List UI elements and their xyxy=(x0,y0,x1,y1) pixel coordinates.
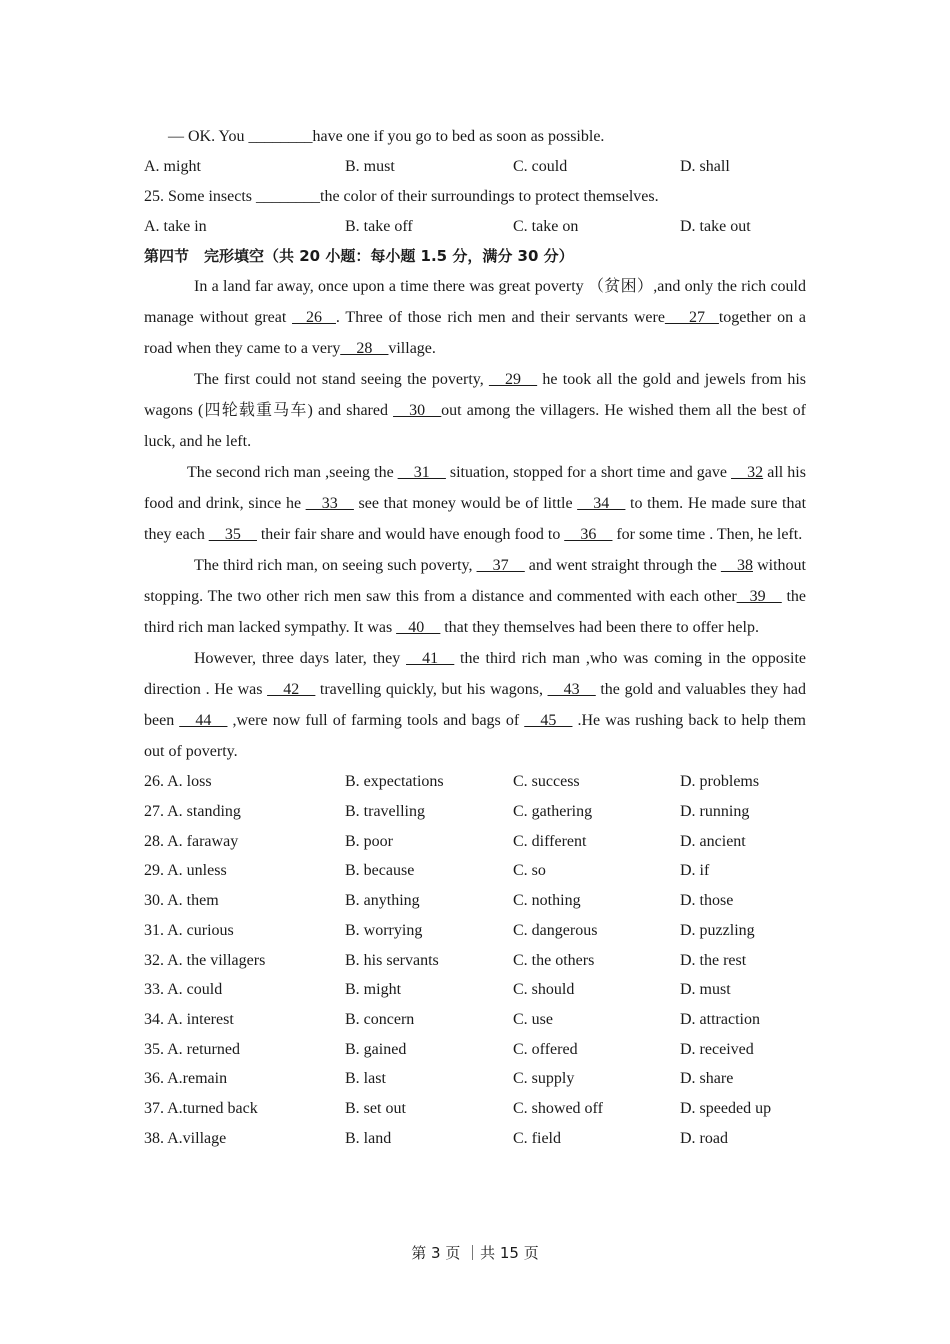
q25-options xyxy=(144,212,806,242)
option-c: C. the others xyxy=(513,951,595,969)
question-row xyxy=(144,1005,806,1035)
question-row xyxy=(144,1035,806,1065)
question-row xyxy=(144,1064,806,1094)
question-row xyxy=(144,767,806,797)
option-a: 32. A. the villagers xyxy=(144,951,266,969)
blank-37: __37__ xyxy=(476,557,525,575)
blank-35: __35__ xyxy=(208,526,257,544)
option-b: B. last xyxy=(345,1070,386,1088)
passage-paragraph-1: In a land far away, once upon a time there was great poverty （贫困）,and only the rich could manage without great _ 26 _. Three of those rich men and their servants were___27 _together on a road when they came to a very__28__village. xyxy=(144,278,807,358)
option-b: B. set out xyxy=(345,1099,406,1117)
blank-41: __41__ xyxy=(406,650,455,668)
option-b: B. concern xyxy=(345,1010,415,1028)
option-b: B. travelling xyxy=(345,803,425,821)
option-a: 38. A.village xyxy=(144,1129,227,1147)
blank-39: _ 39__ xyxy=(736,588,782,606)
q24-options xyxy=(144,152,806,182)
blank-30: __30__ xyxy=(393,402,442,420)
option-b: B. land xyxy=(345,1129,392,1147)
q24-stem: — OK. You ________have one if you go to bed as soon as possible. xyxy=(168,128,605,145)
question-row xyxy=(144,916,806,946)
option-d: D. speeded up xyxy=(680,1099,772,1117)
option-b: B. poor xyxy=(345,832,393,850)
option-c: C. take on xyxy=(513,217,579,235)
option-a: 28. A. faraway xyxy=(144,832,239,850)
option-c: C. showed off xyxy=(513,1099,603,1117)
passage-paragraph-4: The third rich man, on seeing such poverty, __37__ and went straight through the __38 without stopping. The two other rich men saw this from a distance and commented with each other_ 39__ the third rich man lacked sympathy. It was _ 40__ that they themselves had been there to offer help. xyxy=(144,557,807,637)
option-a: 35. A. returned xyxy=(144,1040,240,1058)
question-row xyxy=(144,797,806,827)
passage-paragraph-3: The second rich man ,seeing the __31__ situation, stopped for a short time and gave __32 all his food and drink, since he __33__ see that money would be of little __34__ to them. He made sure that they each __35__ their fair share and would have enough food to __36__ for some time . Then, he left. xyxy=(144,464,807,544)
option-d: D. share xyxy=(680,1070,734,1088)
blank-43: __43__ xyxy=(547,681,596,699)
option-a: 34. A. interest xyxy=(144,1010,234,1028)
question-row xyxy=(144,886,806,916)
blank-32: __32 xyxy=(731,464,764,482)
option-b: B. worrying xyxy=(345,921,423,939)
passage-paragraph-2: The first could not stand seeing the poverty, __29__ he took all the gold and jewels from his wagons (四轮载重马车) and shared __30__out among the villagers. He wished them all the best of luck, and he left. xyxy=(144,371,806,451)
blank-44: __44__ xyxy=(179,712,228,730)
option-a: 33. A. could xyxy=(144,981,223,999)
option-d: D. the rest xyxy=(680,951,747,969)
option-b: B. because xyxy=(345,862,415,880)
exam-page xyxy=(144,122,806,1153)
option-a: A. might xyxy=(144,158,201,175)
option-c: C. supply xyxy=(513,1070,575,1088)
page-footer: 第 3 页 ｜共 15 页 xyxy=(411,1244,539,1262)
blank-36: __36__ xyxy=(564,526,613,544)
option-a: 31. A. curious xyxy=(144,921,234,939)
question-row xyxy=(144,827,806,857)
question-row xyxy=(144,856,806,886)
option-d: D. ancient xyxy=(680,832,746,850)
option-c: C. offered xyxy=(513,1040,578,1058)
option-c: C. different xyxy=(513,832,587,850)
option-c: C. nothing xyxy=(513,892,581,910)
option-b: B. might xyxy=(345,981,402,999)
option-a: 30. A. them xyxy=(144,892,219,910)
option-d: D. received xyxy=(680,1040,754,1058)
option-a: 26. A. loss xyxy=(144,773,212,791)
option-c: C. could xyxy=(513,158,568,175)
option-a: 29. A. unless xyxy=(144,862,227,880)
option-c: C. should xyxy=(513,981,575,999)
option-d: D. running xyxy=(680,803,750,821)
option-c: C. gathering xyxy=(513,803,593,821)
blank-28: __28__ xyxy=(340,340,389,358)
option-d: D. problems xyxy=(680,773,760,791)
option-b: B. anything xyxy=(345,892,420,910)
option-d: D. take out xyxy=(680,217,751,235)
blank-33: __33__ xyxy=(305,495,354,513)
blank-27: ___27 _ xyxy=(664,309,719,327)
option-d: D. road xyxy=(680,1129,728,1147)
question-row xyxy=(144,975,806,1005)
option-b: B. take off xyxy=(345,217,413,235)
option-d: D. if xyxy=(680,862,710,880)
blank-26: _ 26 _ xyxy=(292,309,336,327)
option-b: B. gained xyxy=(345,1040,407,1058)
q25-stem: 25. Some insects ________the color of their surroundings to protect themselves. xyxy=(144,187,659,205)
option-b: B. must xyxy=(345,158,395,175)
blank-31: __31__ xyxy=(397,464,446,482)
option-d: D. shall xyxy=(680,158,730,175)
option-b: B. expectations xyxy=(345,773,444,791)
option-d: D. puzzling xyxy=(680,921,755,939)
blank-42: __42__ xyxy=(267,681,316,699)
option-d: D. must xyxy=(680,981,731,999)
option-a: 27. A. standing xyxy=(144,803,241,821)
question-row xyxy=(144,946,806,976)
section-heading: 第四节 完形填空（共 20 小题：每小题 1.5 分，满分 30 分） xyxy=(144,247,574,266)
blank-45: __45__ xyxy=(524,712,573,730)
question-row xyxy=(144,1124,806,1154)
option-a: 37. A.turned back xyxy=(144,1099,258,1117)
option-c: C. dangerous xyxy=(513,921,598,939)
blank-40: _ 40__ xyxy=(396,619,441,637)
option-a: A. take in xyxy=(144,217,207,235)
option-c: C. so xyxy=(513,862,546,880)
option-c: C. field xyxy=(513,1129,561,1147)
passage-paragraph-5: However, three days later, they __41__ the third rich man ,who was coming in the opposite direction . He was __42__ travelling quickly, but his wagons, __43__ the gold and valuables they had been __44__ ,were now full of farming tools and bags of __45__ .He was rushing back to help them out of poverty. xyxy=(144,650,807,761)
blank-34: __34__ xyxy=(577,495,626,513)
option-a: 36. A.remain xyxy=(144,1070,228,1088)
option-d: D. attraction xyxy=(680,1010,760,1028)
option-c: C. use xyxy=(513,1010,553,1028)
option-b: B. his servants xyxy=(345,951,439,969)
blank-29: __29__ xyxy=(489,371,538,389)
blank-38: __38 xyxy=(720,557,753,575)
question-row xyxy=(144,1094,806,1124)
option-d: D. those xyxy=(680,892,734,910)
option-c: C. success xyxy=(513,773,580,791)
